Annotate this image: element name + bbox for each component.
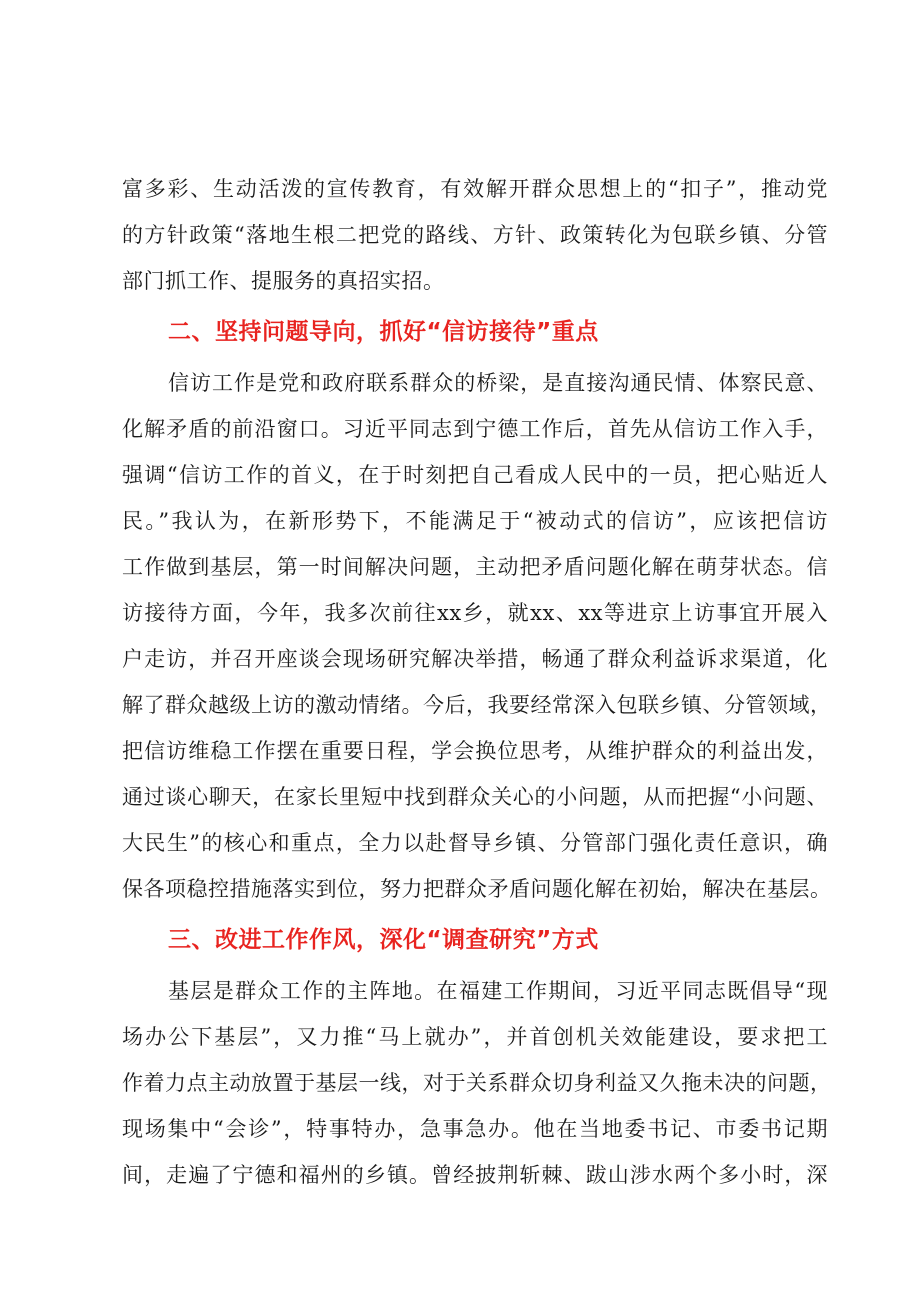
document-page: [122, 166, 832, 1198]
text-line: 民。”我认为，在新形势下，不能满足于“被动式的信访”，应该把信访: [122, 509, 828, 533]
text-line: 场办公下基层”，又力推“马上就办”，并首创机关效能建设，要求把工: [122, 1025, 828, 1049]
text-line: 化解矛盾的前沿窗口。习近平同志到宁德工作后，首先从信访工作入手，: [122, 417, 828, 441]
text-line: 强调“信访工作的首义，在于时刻把自己看成人民中的一员，把心贴近人: [122, 463, 828, 487]
text-line: 工作做到基层，第一时间解决问题，主动把矛盾问题化解在萌芽状态。信: [122, 555, 828, 579]
paragraph-grassroots: [122, 968, 832, 1198]
text-line: 富多彩、生动活泼的宣传教育，有效解开群众思想上的“扣子”，推动党: [122, 177, 828, 201]
text-line: 把信访维稳工作摆在重要日程，学会换位思考，从维护群众的利益出发，: [122, 739, 828, 763]
text-line: 基层是群众工作的主阵地。在福建工作期间，习近平同志既倡导“现: [168, 979, 828, 1003]
section-heading-3: 三、改进工作作风，深化“调查研究”方式: [168, 927, 599, 953]
text-line: 大民生”的核心和重点，全力以赴督导乡镇、分管部门强化责任意识，确: [122, 831, 828, 855]
text-line: 保各项稳控措施落实到位，努力把群众矛盾问题化解在初始，解决在基层。: [122, 877, 832, 901]
text-line: 信访工作是党和政府联系群众的桥梁，是直接沟通民情、体察民意、: [168, 371, 828, 395]
text-line: 现场集中“会诊”，特事特办，急事急办。他在当地委书记、市委书记期: [122, 1117, 828, 1141]
text-line: 作着力点主动放置于基层一线，对于关系群众切身利益又久拖未决的问题，: [122, 1071, 832, 1095]
paragraph-petition: [122, 360, 832, 912]
paragraph-continuation: [122, 166, 828, 304]
text-line: 的方针政策“落地生根二把党的路线、方针、政策转化为包联乡镇、分管: [122, 223, 828, 247]
text-line: 访接待方面，今年，我多次前往xx乡，就xx、xx等进京上访事宜开展入: [122, 601, 828, 625]
text-line: 部门抓工作、提服务的真招实招。: [122, 269, 445, 293]
section-heading-2: 二、坚持问题导向，抓好“信访接待”重点: [168, 319, 599, 345]
text-line: 通过谈心聊天，在家长里短中找到群众关心的小问题，从而把握“小问题、: [122, 785, 828, 809]
text-line: 间，走遍了宁德和福州的乡镇。曾经披荆斩棘、跋山涉水两个多小时，深: [122, 1163, 828, 1187]
text-line: 解了群众越级上访的激动情绪。今后，我要经常深入包联乡镇、分管领域，: [122, 693, 832, 717]
text-line: 户走访，并召开座谈会现场研究解决举措，畅通了群众利益诉求渠道，化: [122, 647, 828, 671]
